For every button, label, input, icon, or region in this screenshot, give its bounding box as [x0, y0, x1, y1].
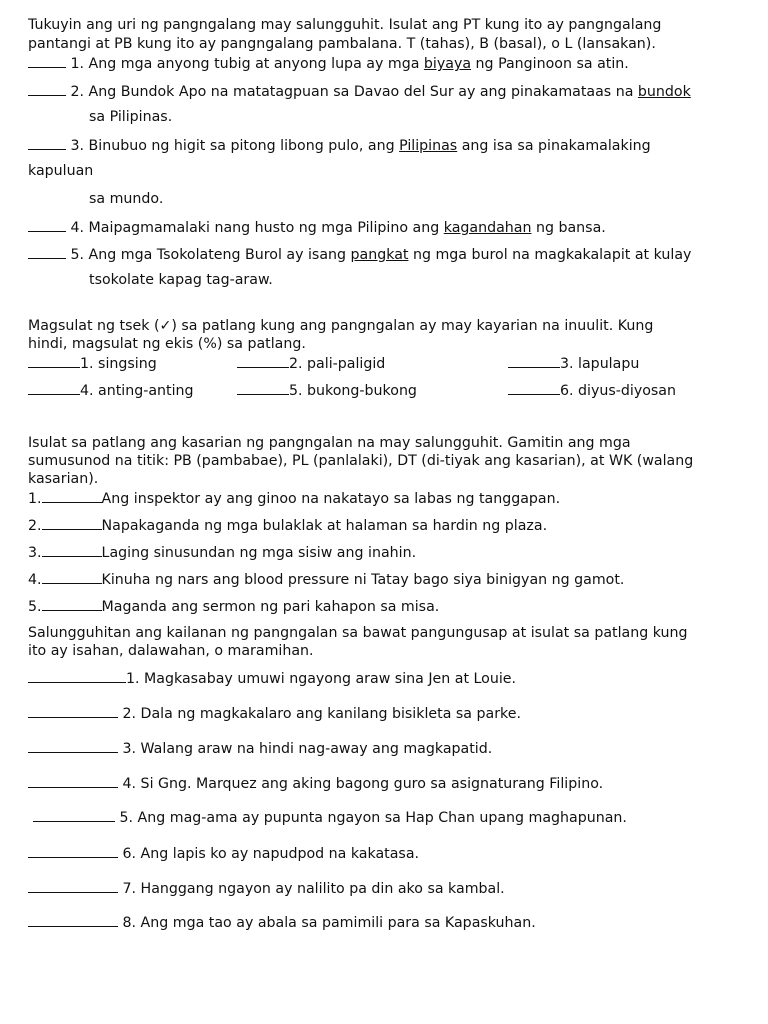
s4-item-8: 8. Ang mga tao ay abala sa pamimili para sa Kapaskuhan. — [28, 913, 536, 932]
answer-blank[interactable] — [28, 218, 66, 232]
s1-item-3: 3. Binubuo ng higit sa pitong libong pulo, ang Pilipinas ang isa sa pinakamalaking — [28, 136, 651, 155]
underlined-noun: Pilipinas — [399, 138, 458, 154]
answer-blank[interactable] — [508, 381, 560, 395]
section2-instruction-line2: hindi, magsulat ng ekis (%) sa patlang. — [28, 336, 306, 352]
underlined-noun: pangkat — [350, 247, 409, 263]
answer-blank[interactable] — [28, 82, 66, 96]
s4-item-1: 1. Magkasabay umuwi ngayong araw sina Jen at Louie. — [28, 669, 516, 688]
s1-item-5: 5. Ang mga Tsokolateng Burol ay isang pangkat ng mga burol na magkakalapit at kulay — [28, 245, 691, 264]
s2-item-6: 6. diyus-diyosan — [508, 381, 676, 400]
underlined-noun: kagandahan — [443, 220, 532, 236]
s2-item-4: 4. anting-anting — [28, 381, 194, 400]
section3-instruction-line2: sumusunod na titik: PB (pambabae), PL (panlalaki), DT (di-tiyak ang kasarian), at WK (walang — [28, 453, 694, 469]
answer-blank[interactable] — [28, 669, 126, 683]
answer-blank[interactable] — [33, 808, 115, 822]
s2-item-1: 1. singsing — [28, 354, 157, 373]
s1-item-1: 1. Ang mga anyong tubig at anyong lupa ay mga biyaya ng Panginoon sa atin. — [28, 54, 629, 73]
s1-item-5-continuation: tsokolate kapag tag-araw. — [89, 272, 273, 288]
answer-blank[interactable] — [28, 245, 66, 259]
s1-item-2: 2. Ang Bundok Apo na matatagpuan sa Davao del Sur ay ang pinakamataas na bundok — [28, 82, 691, 101]
answer-blank[interactable] — [42, 543, 102, 557]
section4-instruction-line2: ito ay isahan, dalawahan, o maramihan. — [28, 643, 314, 659]
answer-blank[interactable] — [28, 913, 118, 927]
section3-instruction-line1: Isulat sa patlang ang kasarian ng pangngalan na may salungguhit. Gamitin ang mga — [28, 435, 631, 451]
s1-item-3-continuation: sa mundo. — [89, 191, 164, 207]
section1-instruction-line1: Tukuyin ang uri ng pangngalang may salungguhit. Isulat ang PT kung ito ay pangngalang — [28, 17, 662, 33]
answer-blank[interactable] — [42, 597, 102, 611]
answer-blank[interactable] — [28, 739, 118, 753]
section4-instruction-line1: Salungguhitan ang kailanan ng pangngalan sa bawat pangungusap at isulat sa patlang kung — [28, 625, 688, 641]
answer-blank[interactable] — [28, 774, 118, 788]
answer-blank[interactable] — [28, 381, 80, 395]
section2-instruction-line1: Magsulat ng tsek (✓) sa patlang kung ang pangngalan ay may kayarian na inuulit. Kung — [28, 318, 654, 334]
answer-blank[interactable] — [28, 844, 118, 858]
answer-blank[interactable] — [28, 136, 66, 150]
answer-blank[interactable] — [42, 516, 102, 530]
answer-blank[interactable] — [28, 879, 118, 893]
s2-item-5: 5. bukong-bukong — [237, 381, 417, 400]
s3-item-2: 2. Napakaganda ng mga bulaklak at halaman sa hardin ng plaza. — [28, 518, 548, 534]
s3-item-1: 1. Ang inspektor ay ang ginoo na nakatayo sa labas ng tanggapan. — [28, 491, 561, 507]
underlined-noun: biyaya — [423, 56, 472, 72]
answer-blank[interactable] — [28, 54, 66, 68]
answer-blank[interactable] — [28, 704, 118, 718]
answer-blank[interactable] — [42, 570, 102, 584]
s1-item-2-continuation: sa Pilipinas. — [89, 109, 173, 125]
answer-blank[interactable] — [237, 354, 289, 368]
s4-item-7: 7. Hanggang ngayon ay nalilito pa din ako sa kambal. — [28, 879, 505, 898]
s4-item-3: 3. Walang araw na hindi nag-away ang magkapatid. — [28, 739, 492, 758]
s1-item-3-wrap: kapuluan — [28, 163, 94, 179]
s4-item-6: 6. Ang lapis ko ay napudpod na kakatasa. — [28, 844, 419, 863]
s3-item-4: 4. Kinuha ng nars ang blood pressure ni Tatay bago siya binigyan ng gamot. — [28, 572, 625, 588]
s4-item-2: 2. Dala ng magkakalaro ang kanilang bisikleta sa parke. — [28, 704, 521, 723]
section3-instruction-line3: kasarian). — [28, 471, 99, 487]
s4-item-4: 4. Si Gng. Marquez ang aking bagong guro sa asignaturang Filipino. — [28, 774, 603, 793]
s3-item-5: 5. Maganda ang sermon ng pari kahapon sa misa. — [28, 599, 440, 615]
s4-item-5: 5. Ang mag-ama ay pupunta ngayon sa Hap Chan upang maghapunan. — [33, 808, 627, 827]
underlined-noun: bundok — [637, 84, 691, 100]
s2-item-2: 2. pali-paligid — [237, 354, 385, 373]
answer-blank[interactable] — [237, 381, 289, 395]
s1-item-4: 4. Maipagmamalaki nang husto ng mga Pilipino ang kagandahan ng bansa. — [28, 218, 606, 237]
answer-blank[interactable] — [42, 489, 102, 503]
section1-instruction-line2: pantangi at PB kung ito ay pangngalang pambalana. T (tahas), B (basal), o L (lansakan). — [28, 36, 656, 52]
answer-blank[interactable] — [28, 354, 80, 368]
s3-item-3: 3. Laging sinusundan ng mga sisiw ang inahin. — [28, 545, 417, 561]
s2-item-3: 3. lapulapu — [508, 354, 639, 373]
answer-blank[interactable] — [508, 354, 560, 368]
